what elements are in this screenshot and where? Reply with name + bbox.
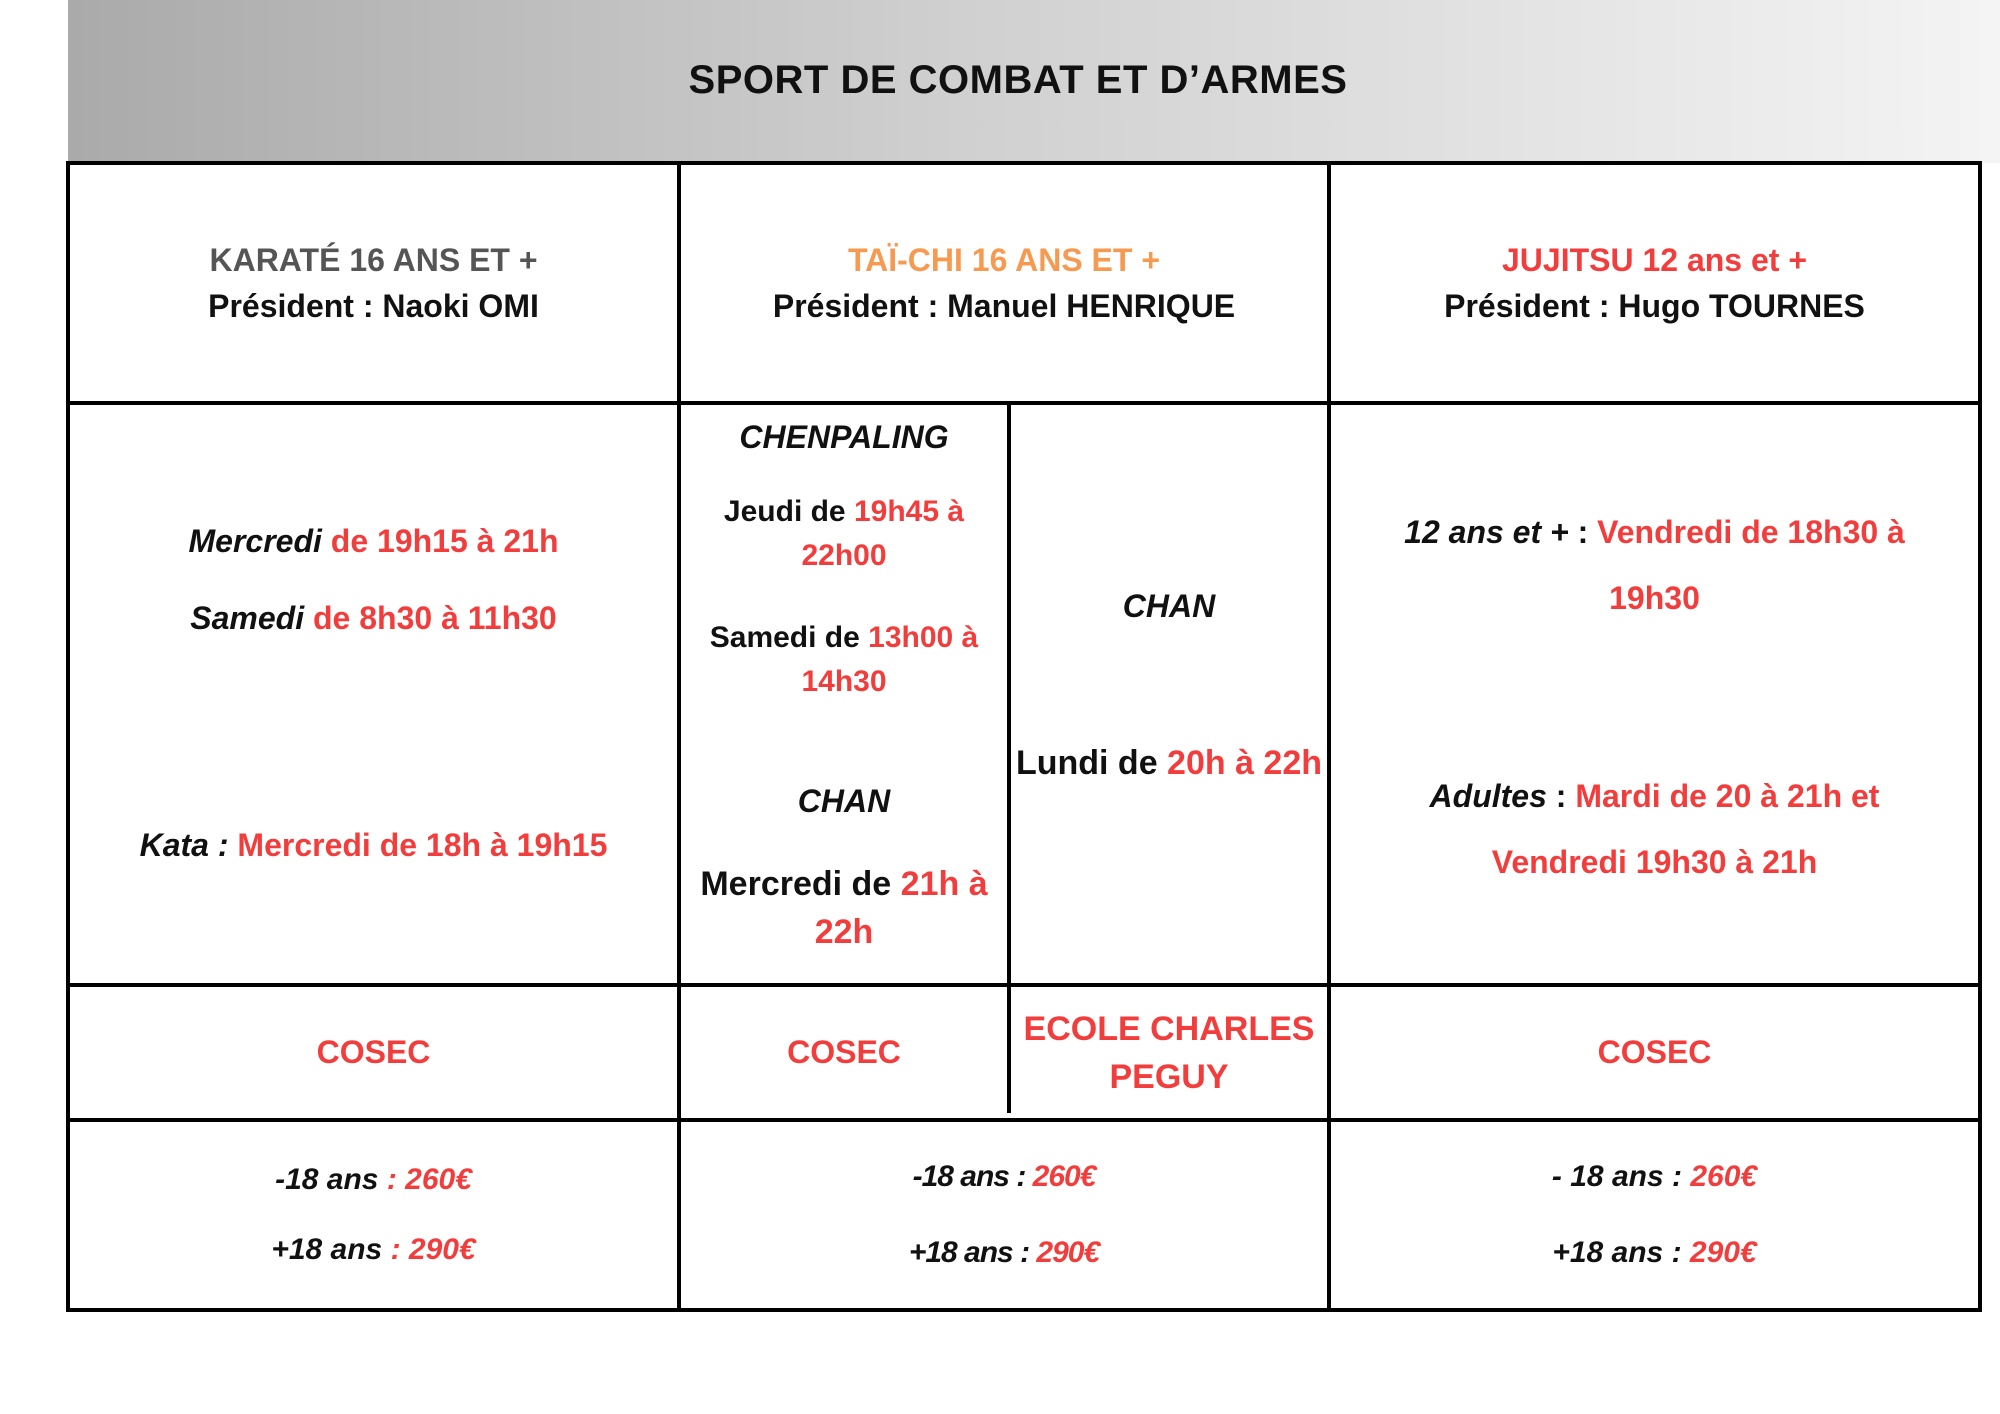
chan-right-schedule [1011, 738, 1327, 788]
price-over-18 [909, 1215, 1099, 1291]
row-divider-1 [66, 401, 1982, 405]
jujitsu-prices [1331, 1122, 1978, 1308]
karate-kata-schedule [70, 822, 677, 868]
table-border-right [1978, 161, 1982, 1312]
jujitsu-header [1331, 165, 1978, 401]
price-under-18 [1552, 1139, 1757, 1215]
karate-schedule-1 [70, 518, 677, 564]
jujitsu-time: Mardi de 20 à 21h et [1575, 778, 1880, 814]
karate-name: KARATÉ 16 ANS ET + [209, 242, 538, 278]
jujitsu-group: 12 ans et + [1404, 514, 1569, 550]
page-title: SPORT DE COMBAT ET D’ARMES [688, 58, 1348, 102]
chan-left-time: 21h à [900, 865, 988, 903]
taichi-prices [681, 1122, 1327, 1308]
kata-label: Kata : [139, 826, 229, 863]
chan-left-time: 22h [814, 913, 874, 951]
price-value: 260€ [1681, 1160, 1758, 1193]
karate-day: Mercredi [188, 522, 322, 559]
taichi-header [681, 165, 1327, 401]
kata-time: Mercredi de 18h à 19h15 [228, 826, 608, 863]
price-label: -18 ans : [912, 1160, 1026, 1193]
price-value: 290€ [1681, 1236, 1757, 1269]
price-under-18 [913, 1139, 1096, 1215]
chan-right-day: Lundi de [1015, 743, 1168, 782]
chenpaling-time: 14h30 [801, 665, 887, 698]
price-over-18: +18 ans : 290€ [271, 1233, 476, 1266]
jujitsu-group: Adultes [1429, 778, 1547, 814]
price-value: 290€ [408, 1233, 476, 1266]
price-value: 290€ [1029, 1236, 1100, 1269]
jujitsu-name: JUJITSU 12 ans et + [1501, 242, 1808, 278]
karate-header [70, 165, 677, 401]
karate-day: Samedi [190, 599, 305, 636]
chan-left-schedule [681, 860, 1007, 956]
price-value: 260€ [1025, 1160, 1096, 1193]
chenpaling-schedule-2 [681, 616, 1007, 704]
price-over-18 [1552, 1215, 1756, 1291]
chan-right-title: CHAN [1122, 587, 1216, 624]
jujitsu-location: COSEC [1597, 1034, 1712, 1070]
karate-location: COSEC [316, 1034, 431, 1070]
taichi-location-left: COSEC [787, 1034, 901, 1070]
jujitsu-schedule-1 [1331, 500, 1978, 630]
chenpaling-schedule-1 [681, 490, 1007, 578]
jujitsu-time: 19h30 [1609, 580, 1700, 616]
jujitsu-sep: : [1568, 514, 1598, 550]
karate-time: de 8h30 à 11h30 [304, 599, 557, 636]
price-under-18: -18 ans : 260€ [275, 1163, 472, 1196]
taichi-location-right [1011, 987, 1327, 1118]
price-label: +18 ans : [908, 1236, 1030, 1269]
price-label: -18 ans [275, 1163, 379, 1196]
chan-left-title: CHAN [797, 782, 891, 819]
table-border-bottom [66, 1308, 1982, 1312]
chenpaling-time: 19h45 à [853, 495, 965, 528]
price-label: +18 ans : [1552, 1236, 1682, 1269]
price-label: +18 ans [271, 1233, 383, 1266]
price-label: - 18 ans : [1551, 1160, 1682, 1193]
taichi-president: Président : Manuel HENRIQUE [772, 288, 1236, 324]
jujitsu-president: Président : Hugo TOURNES [1444, 288, 1865, 324]
taichi-name: TAÏ-CHI 16 ANS ET + [847, 242, 1161, 278]
location-line: PEGUY [1109, 1057, 1229, 1096]
jujitsu-sep: : [1546, 778, 1576, 814]
jujitsu-time: Vendredi 19h30 à 21h [1491, 844, 1818, 880]
karate-president: Président : Naoki OMI [208, 288, 539, 324]
jujitsu-schedule-2 [1331, 764, 1978, 894]
jujitsu-time: Vendredi de 18h30 à [1597, 514, 1905, 550]
location-line: ECOLE CHARLES [1023, 1009, 1315, 1048]
chenpaling-title: CHENPALING [739, 418, 949, 455]
karate-prices [70, 1122, 677, 1308]
chenpaling-day: Jeudi de [723, 495, 854, 528]
chenpaling-time: 22h00 [801, 539, 887, 572]
price-value: 260€ [405, 1163, 472, 1196]
chenpaling-time: 13h00 à [868, 621, 979, 654]
chan-left-day: Mercredi de [700, 865, 901, 903]
karate-time: de 19h15 à 21h [321, 522, 559, 559]
chenpaling-day: Samedi de [709, 621, 869, 654]
karate-schedule-2 [70, 595, 677, 641]
chan-right-time: 20h à 22h [1167, 743, 1323, 782]
